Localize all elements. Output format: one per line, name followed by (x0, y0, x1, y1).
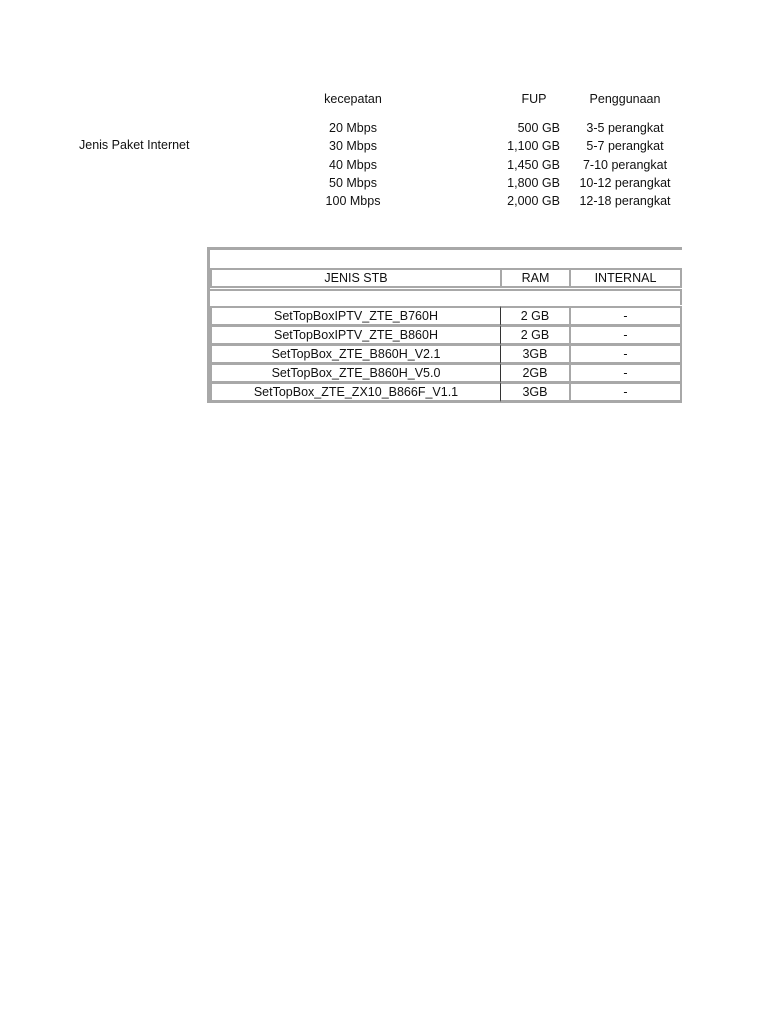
fup-cell: 1,800 GB (507, 176, 560, 190)
stb-type-cell: SetTopBox_ZTE_B860H_V2.1 (210, 344, 500, 364)
stb-type-cell: SetTopBox_ZTE_B860H_V5.0 (210, 363, 500, 383)
stb-ram-cell: 2GB (500, 363, 569, 383)
speed-cell: 100 Mbps (325, 194, 381, 208)
stb-type-cell: SetTopBoxIPTV_ZTE_B760H (210, 306, 500, 326)
fup-cell: 1,100 GB (507, 139, 560, 153)
usage-header: Penggunaan (589, 92, 661, 106)
fup-cell: 2,000 GB (507, 194, 560, 208)
stb-spacer-row (210, 289, 682, 305)
stb-type-header: JENIS STB (210, 268, 500, 288)
speed-cell: 50 Mbps (329, 176, 377, 190)
speed-cell: 40 Mbps (329, 158, 377, 172)
stb-internal-cell: - (569, 382, 682, 402)
stb-ram-cell: 2 GB (500, 306, 569, 326)
speed-header: kecepatan (324, 92, 382, 106)
speed-cell: 20 Mbps (329, 121, 377, 135)
usage-cell: 5-7 perangkat (586, 139, 664, 153)
stb-type-cell: SetTopBoxIPTV_ZTE_B860H (210, 325, 500, 345)
stb-internal-cell: - (569, 306, 682, 326)
stb-ram-cell: 3GB (500, 382, 569, 402)
fup-cell: 500 GB (517, 121, 560, 135)
stb-type-cell: SetTopBox_ZTE_ZX10_B866F_V1.1 (210, 382, 500, 402)
stb-internal-header: INTERNAL (569, 268, 682, 288)
internet-row-label: Jenis Paket Internet (79, 138, 190, 152)
fup-header: FUP (521, 92, 547, 106)
stb-internal-cell: - (569, 344, 682, 364)
fup-cell: 1,450 GB (507, 158, 560, 172)
speed-cell: 30 Mbps (329, 139, 377, 153)
stb-ram-cell: 3GB (500, 344, 569, 364)
stb-ram-cell: 2 GB (500, 325, 569, 345)
usage-cell: 7-10 perangkat (582, 158, 668, 172)
stb-internal-cell: - (569, 363, 682, 383)
stb-ram-header: RAM (500, 268, 569, 288)
usage-cell: 10-12 perangkat (579, 176, 671, 190)
usage-cell: 12-18 perangkat (579, 194, 671, 208)
stb-internal-cell: - (569, 325, 682, 345)
usage-cell: 3-5 perangkat (586, 121, 664, 135)
